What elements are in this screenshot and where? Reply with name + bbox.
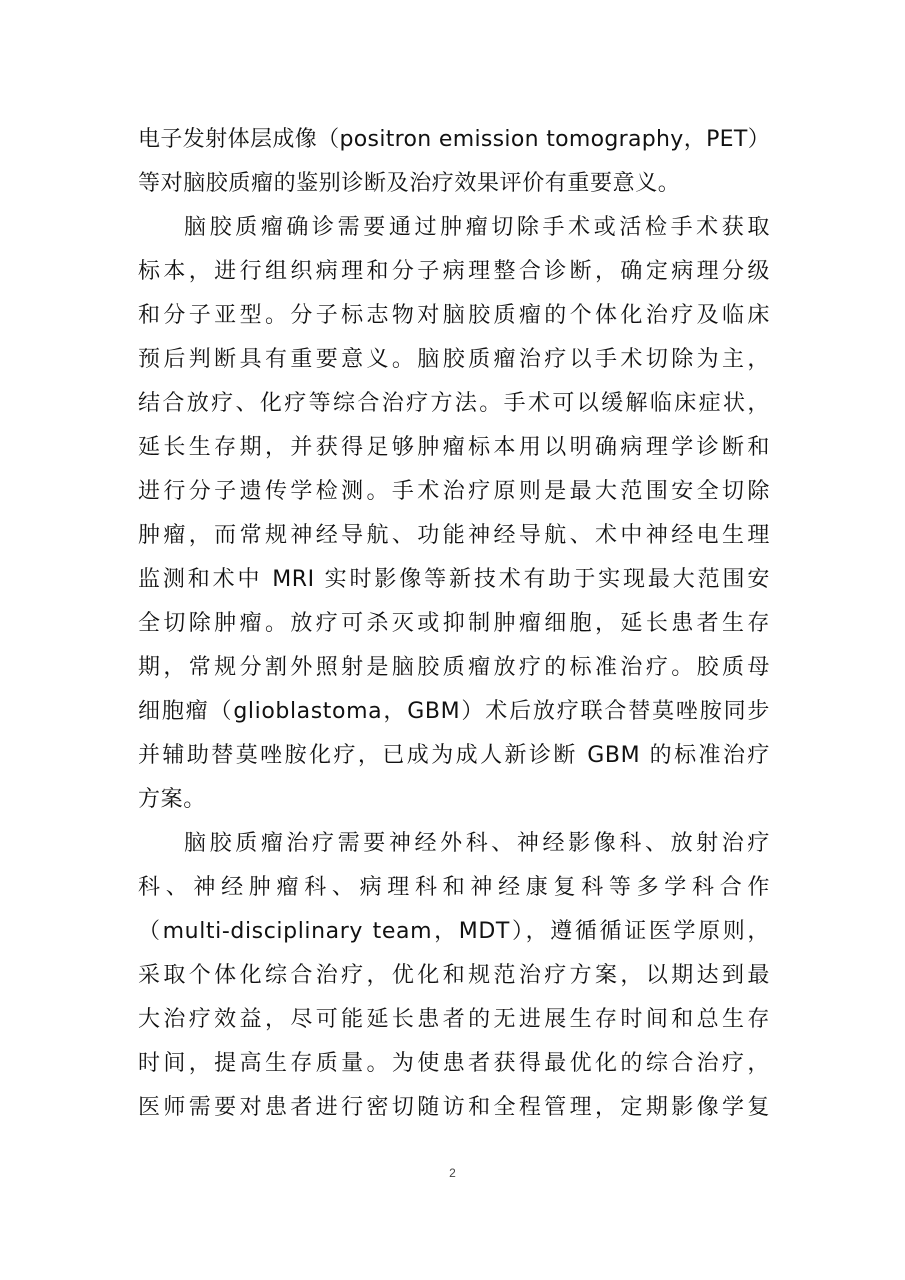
text-line: 方案。: [138, 787, 206, 812]
text-line: （multi-disciplinary team，MDT），遵循循证医学原则，: [138, 919, 770, 944]
paragraph-3: [138, 822, 770, 1130]
text-line: 大治疗效益，尽可能延长患者的无进展生存时间和总生存: [138, 1007, 770, 1032]
text-line: 时间，提高生存质量。为使患者获得最优化的综合治疗，: [138, 1051, 770, 1076]
text-line: 并辅助替莫唑胺化疗，已成为成人新诊断 GBM 的标准治疗: [138, 743, 770, 768]
text-line: 脑胶质瘤确诊需要通过肿瘤切除手术或活检手术获取: [184, 215, 770, 240]
text-line: 全切除肿瘤。放疗可杀灭或抑制肿瘤细胞，延长患者生存: [138, 611, 770, 636]
page-number: 2: [449, 1166, 456, 1180]
text-line: 延长生存期，并获得足够肿瘤标本用以明确病理学诊断和: [138, 435, 770, 460]
text-line: 采取个体化综合治疗，优化和规范治疗方案，以期达到最: [138, 963, 770, 988]
paragraph-2: [138, 206, 770, 822]
text-line: 进行分子遗传学检测。手术治疗原则是最大范围安全切除: [138, 479, 770, 504]
text-line: 医师需要对患者进行密切随访和全程管理，定期影像学复: [138, 1095, 770, 1120]
text-line: 科、神经肿瘤科、病理科和神经康复科等多学科合作: [138, 875, 770, 900]
text-line: 电子发射体层成像（positron emission tomography，PET）: [138, 127, 770, 152]
text-line: 和分子亚型。分子标志物对脑胶质瘤的个体化治疗及临床: [138, 303, 770, 328]
document-body: [138, 118, 770, 1130]
text-line: 肿瘤，而常规神经导航、功能神经导航、术中神经电生理: [138, 523, 770, 548]
text-line: 预后判断具有重要意义。脑胶质瘤治疗以手术切除为主，: [138, 347, 770, 372]
text-line: 期，常规分割外照射是脑胶质瘤放疗的标准治疗。胶质母: [138, 655, 770, 680]
text-line: 等对脑胶质瘤的鉴别诊断及治疗效果评价有重要意义。: [138, 171, 681, 196]
paragraph-1: [138, 118, 770, 206]
text-line: 结合放疗、化疗等综合治疗方法。手术可以缓解临床症状，: [138, 391, 770, 416]
text-line: 细胞瘤（glioblastoma，GBM）术后放疗联合替莫唑胺同步: [138, 699, 770, 724]
text-line: 标本，进行组织病理和分子病理整合诊断，确定病理分级: [138, 259, 770, 284]
text-line: 监测和术中 MRI 实时影像等新技术有助于实现最大范围安: [138, 567, 770, 592]
text-line: 脑胶质瘤治疗需要神经外科、神经影像科、放射治疗: [184, 831, 770, 856]
